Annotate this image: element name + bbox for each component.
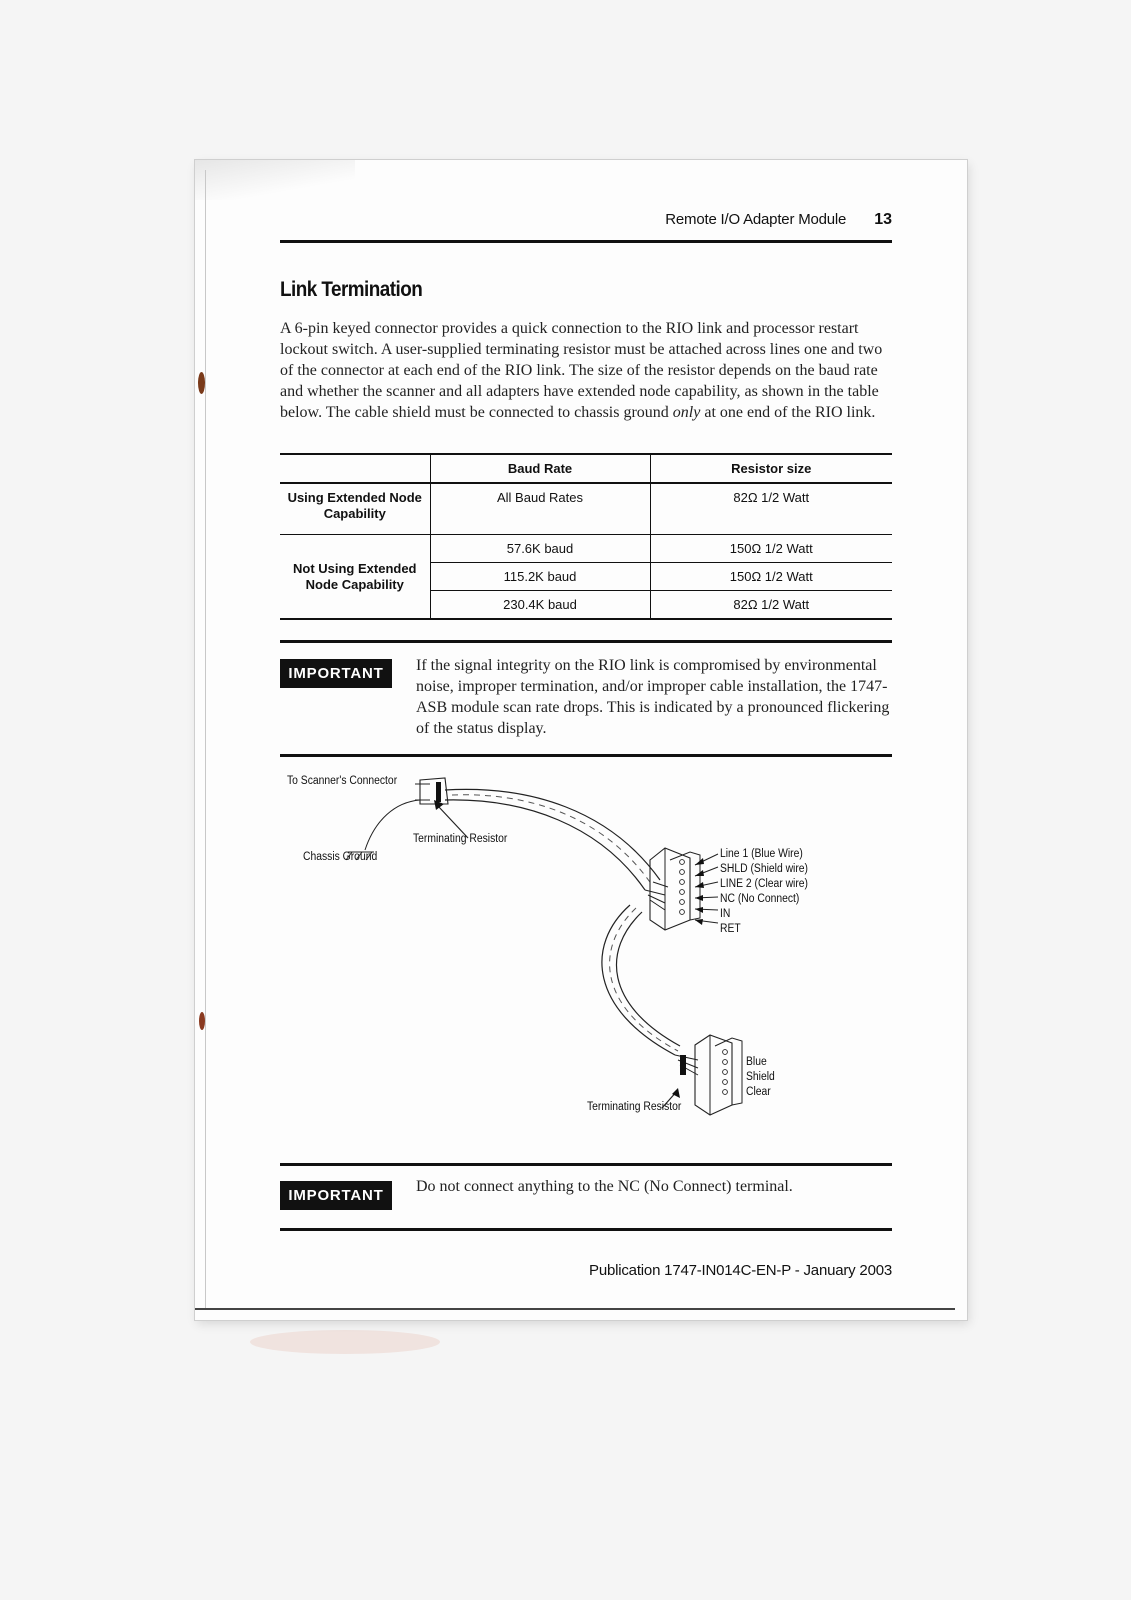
cell-baud: 57.6K baud [430, 535, 650, 563]
label-chassis-ground: Chassis Ground [303, 851, 378, 863]
page-fold-shadow [195, 160, 355, 200]
wire-label: Line 1 (Blue Wire) [720, 848, 803, 860]
cell-baud: All Baud Rates [430, 483, 650, 535]
cell-resistor: 82Ω 1/2 Watt [650, 591, 892, 620]
section-title: Link Termination [280, 278, 423, 301]
stain-mark [198, 372, 205, 394]
important-top-rule [280, 640, 892, 643]
body-paragraph [280, 318, 892, 423]
wire-label: SHLD (Shield wire) [720, 863, 809, 875]
stain-mark [250, 1330, 440, 1354]
wiring-diagram-graphic [270, 770, 910, 1150]
table-header-baud: Baud Rate [430, 454, 650, 483]
important-text: Do not connect anything to the NC (No Connect) terminal. [416, 1178, 793, 1195]
important-badge: IMPORTANT [280, 659, 392, 688]
wire-color-label: Blue [746, 1056, 767, 1068]
important-bottom-rule [280, 754, 892, 757]
cell-resistor: 150Ω 1/2 Watt [650, 535, 892, 563]
wire-label: RET [720, 923, 741, 935]
binding-edge [205, 170, 206, 1310]
resistor-table [280, 453, 892, 620]
module-title: Remote I/O Adapter Module [665, 211, 847, 228]
table-row [280, 483, 892, 535]
table-row [280, 535, 892, 563]
table-header-resistor: Resistor size [650, 454, 892, 483]
body-text-2: at one end of the RIO link. [700, 404, 876, 421]
important-top-rule [280, 1163, 892, 1166]
important-badge: IMPORTANT [280, 1181, 392, 1210]
cell-baud: 230.4K baud [430, 591, 650, 620]
wiring-diagram [270, 770, 910, 1150]
body-text-1: A 6-pin keyed connector provides a quick connection to the RIO link and processor restart lockout switch. A user-supplied terminating resistor must be attached across lines one and two of the connector at each end of the RIO link. The size of the resistor depends on the baud rate and whether the scanner and all adapters have extended node capability, as shown in the table below. The cable shield must be connected to chassis ground [280, 320, 883, 421]
important-bottom-rule [280, 1228, 892, 1231]
stain-mark [199, 1012, 205, 1030]
label-terminating-resistor-top: Terminating Resistor [413, 833, 508, 845]
row-label-extended: Using Extended Node Capability [280, 483, 430, 535]
label-terminating-resistor-bottom: Terminating Resistor [587, 1101, 682, 1113]
body-text-emphasis: only [672, 404, 701, 421]
header-rule [280, 240, 892, 243]
wire-label: LINE 2 (Clear wire) [720, 878, 809, 890]
wire-label: IN [720, 908, 731, 920]
wire-color-label: Clear [746, 1086, 771, 1098]
page-number: 13 [874, 211, 892, 228]
wire-label: NC (No Connect) [720, 893, 800, 905]
table-header-blank [280, 454, 430, 483]
table-header-row [280, 454, 892, 483]
important-text: If the signal integrity on the RIO link is compromised by environmental noise, improper termination, and/or improper cable installation, the 1747-ASB module scan rate drops. This is indicated by a pronounced flickering of the status display. [416, 657, 890, 737]
row-label-not-extended: Not Using Extended Node Capability [280, 535, 430, 620]
wire-color-label: Shield [746, 1071, 775, 1083]
cell-baud: 115.2K baud [430, 563, 650, 591]
label-to-scanner: To Scanner's Connector [287, 775, 398, 787]
running-header [280, 211, 892, 233]
publication-footer: Publication 1747-IN014C-EN-P - January 2003 [589, 1262, 892, 1279]
cell-resistor: 82Ω 1/2 Watt [650, 483, 892, 535]
sheet-bottom-edge [195, 1308, 955, 1310]
cell-resistor: 150Ω 1/2 Watt [650, 563, 892, 591]
